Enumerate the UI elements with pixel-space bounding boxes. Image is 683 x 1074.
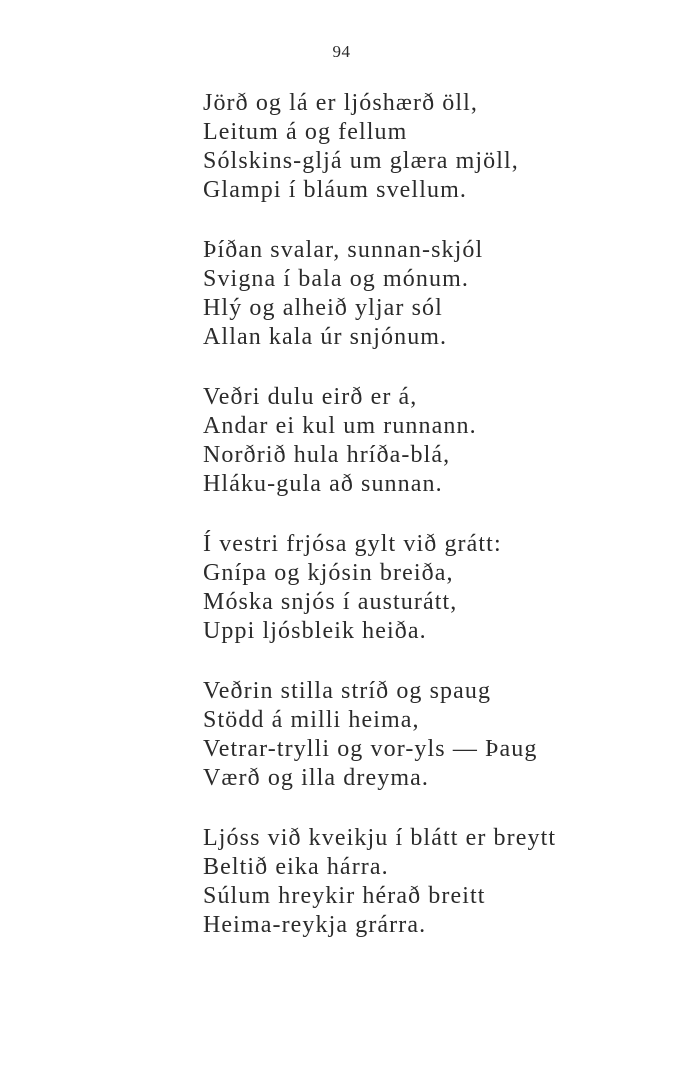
poem-line: Uppi ljósbleik heiða.: [203, 618, 427, 644]
poem: [203, 89, 663, 971]
poem-line: Sólskins-gljá um glæra mjöll,: [203, 148, 519, 174]
poem-line: Í vestri frjósa gylt við grátt:: [203, 531, 502, 557]
poem-line: Svigna í bala og mónum.: [203, 266, 469, 292]
poem-line: Vetrar-trylli og vor-yls — Þaug: [203, 736, 538, 762]
poem-line: Beltið eika hárra.: [203, 854, 389, 880]
poem-line: Þíðan svalar, sunnan-skjól: [203, 237, 484, 263]
page-number: 94: [332, 42, 351, 61]
stanza-5: [203, 677, 663, 793]
poem-line: Hláku-gula að sunnan.: [203, 471, 443, 497]
stanza-2: [203, 236, 663, 352]
poem-line: Heima-reykja grárra.: [203, 912, 427, 938]
poem-line: Jörð og lá er ljóshærð öll,: [203, 90, 479, 116]
poem-line: Gnípa og kjósin breiða,: [203, 560, 454, 586]
poem-line: Andar ei kul um runnann.: [203, 413, 477, 439]
poem-line: Allan kala úr snjónum.: [203, 324, 448, 350]
stanza-4: [203, 530, 663, 646]
poem-line: Veðri dulu eirð er á,: [203, 384, 418, 410]
stanza-3: [203, 383, 663, 499]
poem-line: Leitum á og fellum: [203, 119, 408, 145]
poem-line: Móska snjós í austurátt,: [203, 589, 458, 615]
poem-line: Værð og illa dreyma.: [203, 765, 429, 791]
poem-line: Norðrið hula hríða-blá,: [203, 442, 451, 468]
stanza-6: [203, 824, 663, 940]
poem-line: Súlum hreykir hérað breitt: [203, 883, 486, 909]
poem-line: Veðrin stilla stríð og spaug: [203, 678, 492, 704]
poem-line: Hlý og alheið yljar sól: [203, 295, 443, 321]
poem-line: Ljóss við kveikju í blátt er breytt: [203, 825, 557, 851]
poem-line: Glampi í bláum svellum.: [203, 177, 467, 203]
poem-line: Stödd á milli heima,: [203, 707, 420, 733]
stanza-1: [203, 89, 663, 205]
